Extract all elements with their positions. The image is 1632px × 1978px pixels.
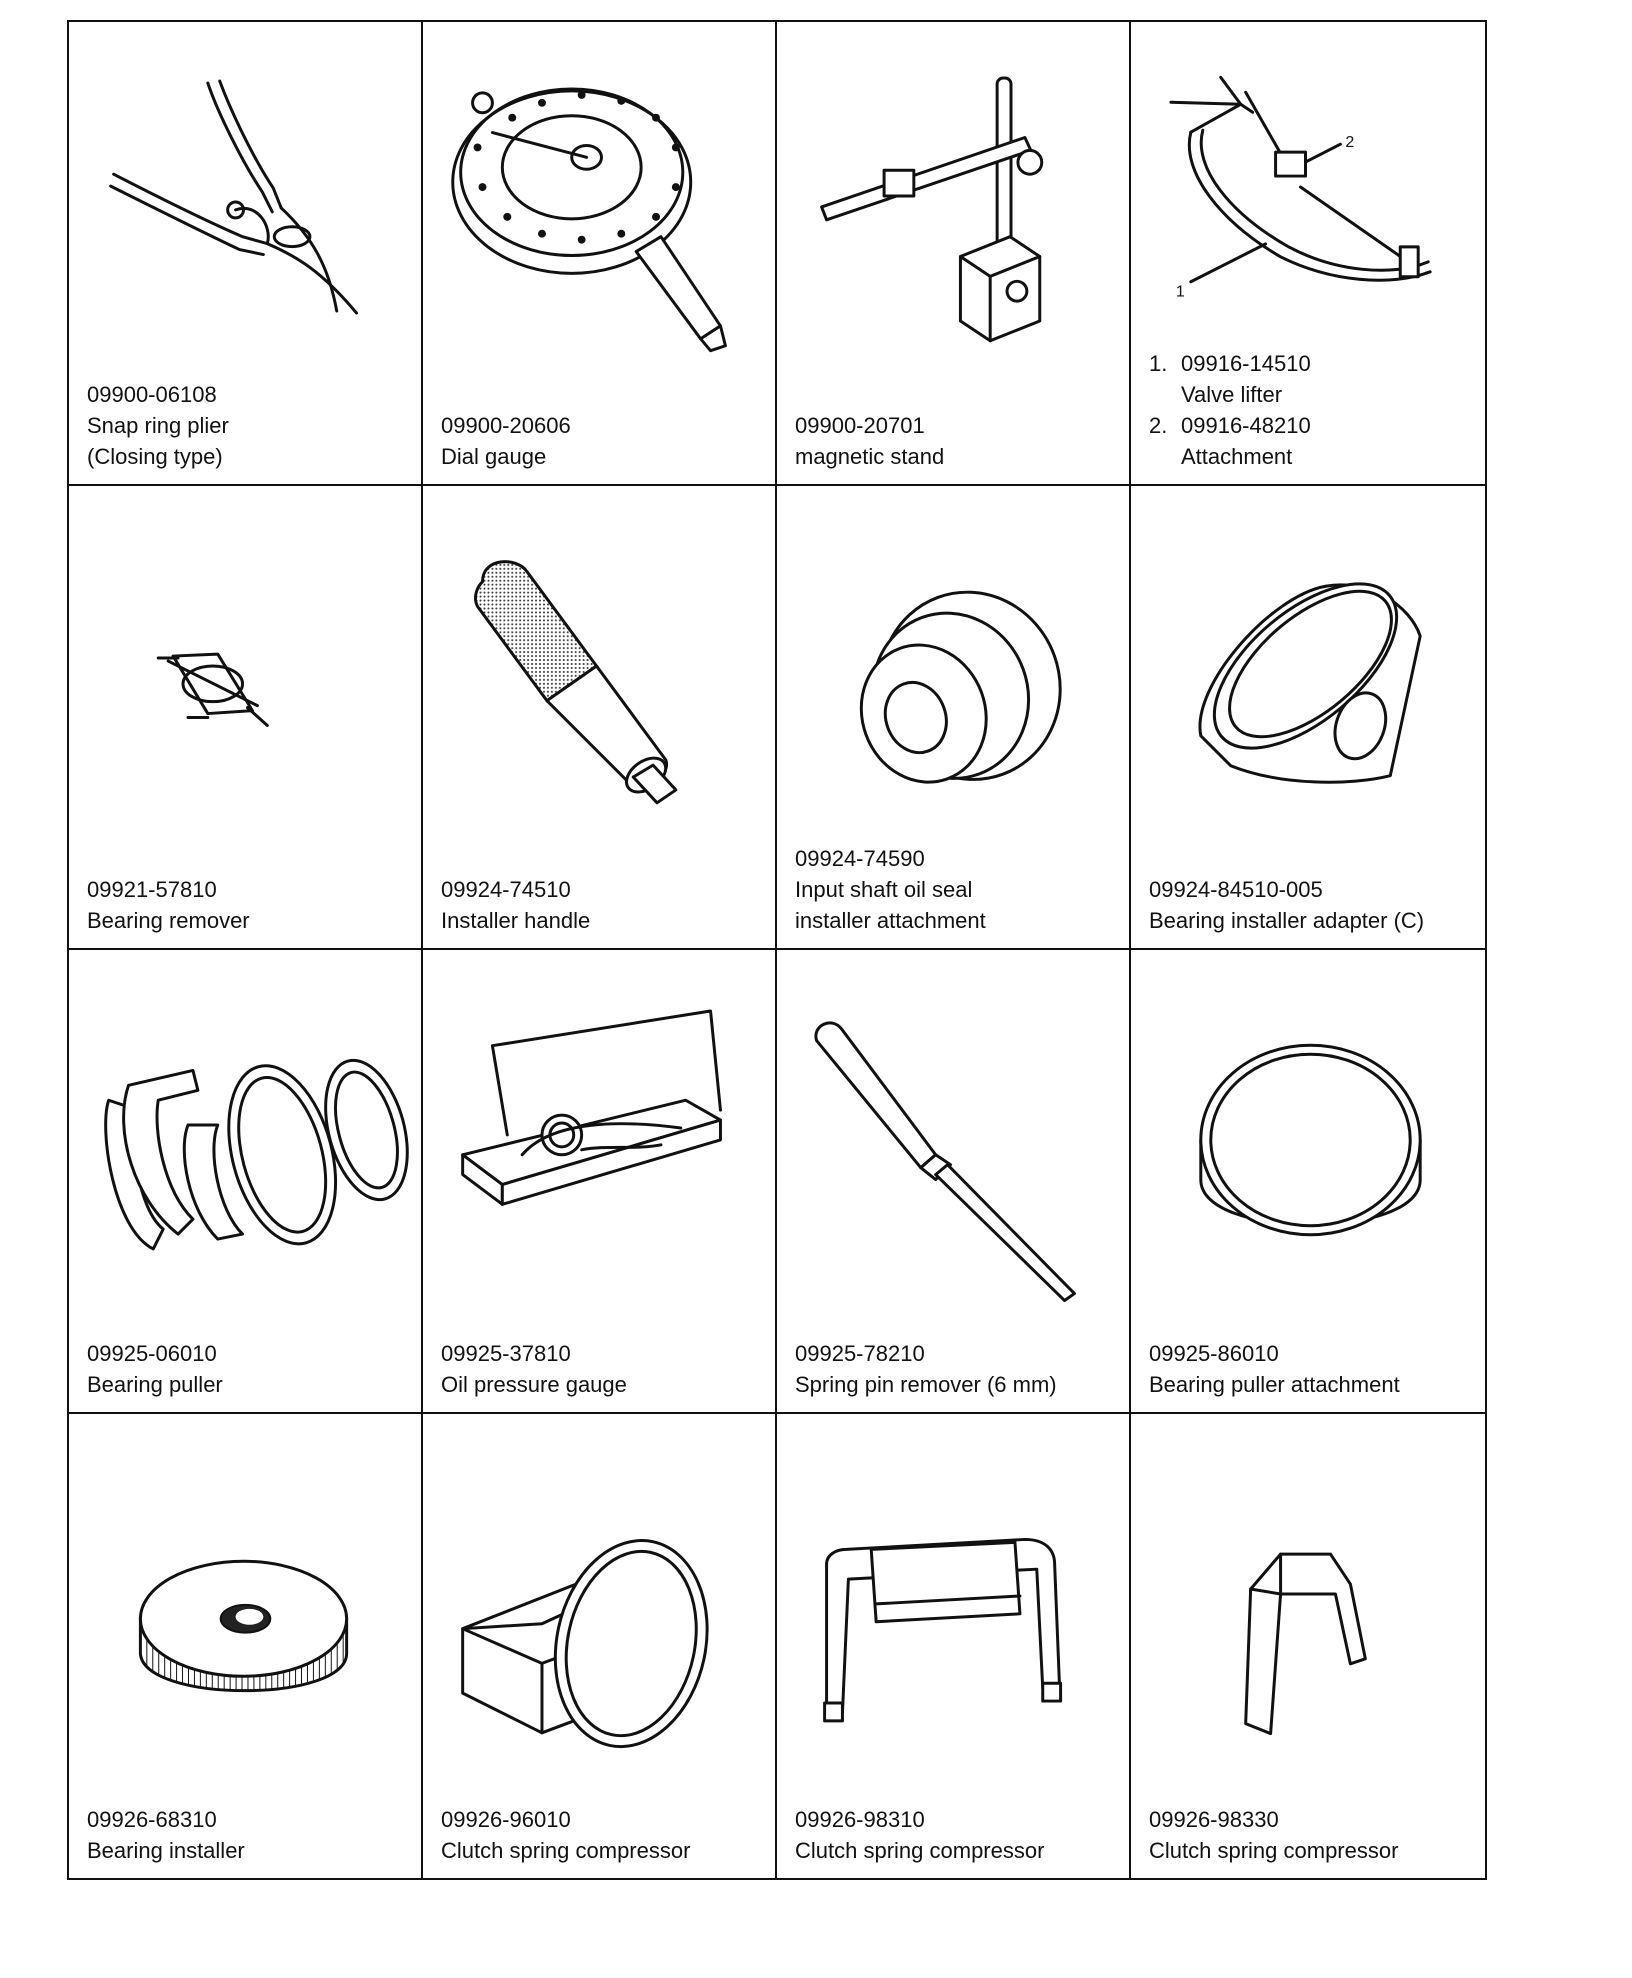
part-number: 09916-48210 [1181,413,1311,438]
tool-cell [423,22,777,486]
tool-cell [423,486,777,950]
tool-name: Clutch spring compressor [441,1838,691,1863]
callout-1: 1 [1175,283,1185,301]
tool-caption [795,1338,1119,1400]
part-number: 09921-57810 [87,877,217,902]
bearing-installer-adapter-icon [1131,486,1485,841]
part-number: 09924-74590 [795,846,925,871]
installer-handle-icon [423,486,775,841]
tool-cell [777,22,1131,486]
tool-name: Attachment [1181,444,1293,469]
valve-lifter-icon [1131,22,1485,377]
spring-pin-remover-icon [777,950,1129,1305]
callout-2: 2 [1345,134,1355,152]
tool-caption [441,874,765,936]
tool-name: Bearing installer adapter (C) [1149,908,1425,933]
tool-name: Valve lifter [1181,382,1283,407]
part-number: 09924-84510-005 [1149,877,1323,902]
tool-caption [441,410,765,472]
part-number: 09926-98330 [1149,1807,1279,1832]
tool-caption [1149,874,1475,936]
tool-caption [795,1804,1119,1866]
tool-caption [1149,348,1475,472]
tool-name: Spring pin remover (6 mm) [795,1372,1057,1397]
tool-caption [795,843,1119,936]
tool-caption [87,1804,411,1866]
tool-cell [69,1414,423,1878]
bearing-puller-attachment-icon [1131,950,1485,1305]
part-number: 09926-96010 [441,1807,571,1832]
tool-cell [69,22,423,486]
tool-cell [69,486,423,950]
tool-name: Clutch spring compressor [1149,1838,1399,1863]
tool-cell [423,950,777,1414]
part-number: 09926-98310 [795,1807,925,1832]
tool-cell [1131,22,1485,486]
tool-cell [777,1414,1131,1878]
part-number: 09900-06108 [87,382,217,407]
tool-caption [87,874,411,936]
special-tools-grid [67,20,1487,1880]
tool-cell [1131,950,1485,1414]
part-number: 09925-37810 [441,1341,571,1366]
dial-gauge-icon [423,22,775,377]
tool-name: Bearing puller [87,1372,223,1397]
magnetic-stand-icon [777,22,1129,377]
snap-ring-plier-icon [69,22,421,377]
tool-name-extra: installer attachment [795,908,986,933]
tool-name: Input shaft oil seal [795,877,973,902]
tool-cell [1131,1414,1485,1878]
tool-caption [1149,1338,1475,1400]
tool-name: magnetic stand [795,444,945,469]
part-number: 09926-68310 [87,1807,217,1832]
tool-name: Snap ring plier [87,413,229,438]
tool-cell [1131,486,1485,950]
oil-pressure-gauge-icon [423,950,775,1305]
tool-name: Bearing puller attachment [1149,1372,1400,1397]
tool-name: Installer handle [441,908,591,933]
tool-name-extra: (Closing type) [87,444,223,469]
oil-seal-installer-icon [777,486,1129,841]
tool-caption [1149,1804,1475,1866]
part-number: 09900-20701 [795,413,925,438]
part-number: 09925-06010 [87,1341,217,1366]
tool-cell [423,1414,777,1878]
numbered-item: 1. 09916-14510 [1149,348,1475,379]
tool-name: Bearing remover [87,908,250,933]
part-number: 09924-74510 [441,877,571,902]
tool-name: Bearing installer [87,1838,245,1863]
tool-caption [441,1338,765,1400]
tool-cell [69,950,423,1414]
clutch-spring-compressor-icon [777,1414,1129,1769]
part-number: 09900-20606 [441,413,571,438]
bearing-puller-icon [69,950,421,1305]
bearing-remover-icon [69,486,421,841]
part-number: 09925-78210 [795,1341,925,1366]
tool-caption [441,1804,765,1866]
tool-name: Dial gauge [441,444,547,469]
tool-cell [777,950,1131,1414]
clutch-spring-compressor-icon [423,1414,775,1769]
bearing-installer-icon [69,1414,421,1769]
tool-cell [777,486,1131,950]
tool-caption [87,379,411,472]
part-number: 09925-86010 [1149,1341,1279,1366]
tool-caption [87,1338,411,1400]
part-number: 09916-14510 [1181,351,1311,376]
tool-caption [795,410,1119,472]
numbered-item: 2. 09916-48210 [1149,410,1475,441]
tool-name: Clutch spring compressor [795,1838,1045,1863]
clutch-spring-compressor-icon [1131,1414,1485,1769]
tool-name: Oil pressure gauge [441,1372,627,1397]
